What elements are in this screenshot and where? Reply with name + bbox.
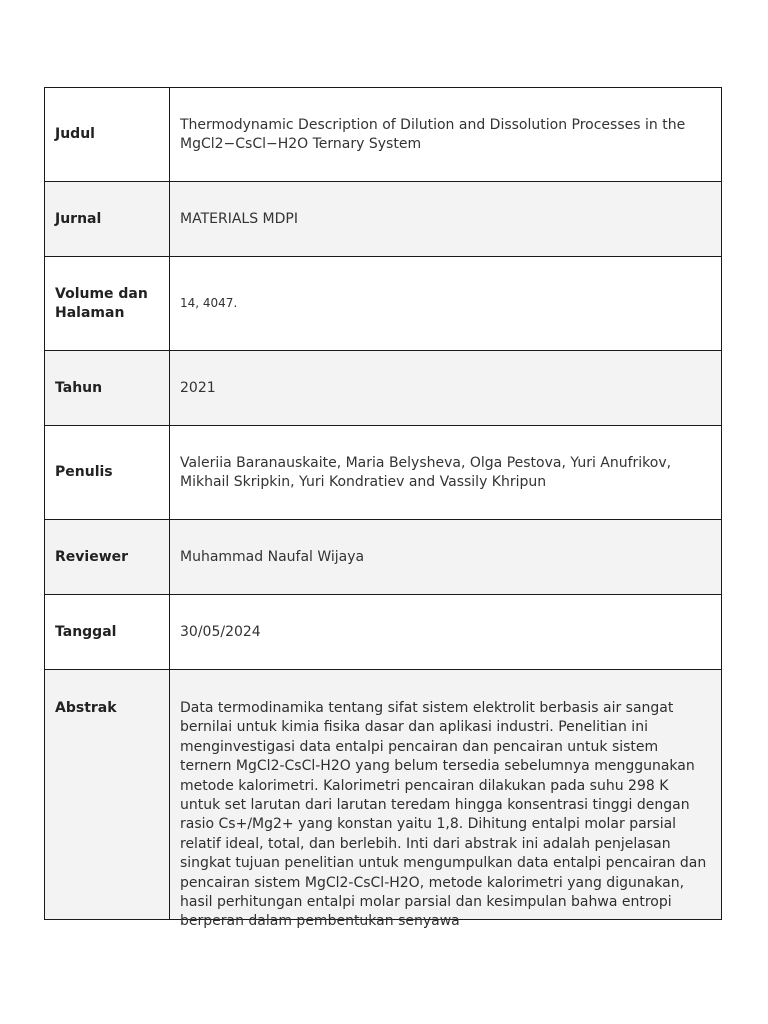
label-tahun: Tahun bbox=[45, 351, 170, 425]
value-penulis: Valeriia Baranauskaite, Maria Belysheva, Olga Pestova, Yuri Anufrikov, Mikhail Skripkin, Yuri Kondratiev and Vassily Khripun bbox=[180, 454, 672, 490]
label-reviewer: Reviewer bbox=[45, 520, 170, 594]
table-row-tanggal bbox=[45, 595, 721, 670]
abstract-text: Data termodinamika tentang sifat sistem elektrolit berbasis air sangat bernilai untuk kimia fisika dasar dan aplikasi industri. Penelitian ini menginvestigasi data entalpi pencairan dan pencairan untuk sistem ternern MgCl2-CsCl-H2O yang belum tersedia sebelumnya menggunakan metode kalorimetri. Kalorimetri pencairan dilakukan pada suhu 298 K untuk set larutan dari larutan teredam hingga konsentrasi tinggi dengan rasio Cs+/Mg2+ yang konstan yaitu 1,8. Dihitung entalpi molar parsial relatif ideal, total, dan berlebih. Inti dari abstrak ini adalah penjelasan singkat tujuan penelitian untuk mengumpulkan data entalpi pencairan dan pencairan sistem MgCl2-CsCl-H2O, metode kalorimetri yang digunakan, hasil perhitungan entalpi molar parsial dan kesimpulan bahwa entropi berperan dalam pembentukan senyawa bbox=[180, 700, 707, 930]
table-row-abstrak bbox=[45, 670, 721, 930]
value-reviewer: Muhammad Naufal Wijaya bbox=[180, 548, 365, 565]
label-abstrak: Abstrak bbox=[45, 670, 170, 919]
value-judul: Thermodynamic Description of Dilution and Dissolution Processes in the MgCl2−CsCl−H2O Ternary System bbox=[180, 116, 686, 152]
value-tanggal: 30/05/2024 bbox=[180, 623, 261, 640]
label-penulis: Penulis bbox=[45, 426, 170, 519]
table-row-judul bbox=[45, 88, 721, 182]
table-row-jurnal bbox=[45, 182, 721, 257]
label-tanggal: Tanggal bbox=[45, 595, 170, 669]
table-row-reviewer bbox=[45, 520, 721, 595]
value-abstrak bbox=[170, 670, 721, 930]
label-judul: Judul bbox=[45, 88, 170, 181]
value-volume: 14, 4047. bbox=[180, 296, 238, 310]
table-row-penulis bbox=[45, 426, 721, 520]
label-volume: Volume dan Halaman bbox=[45, 257, 170, 350]
review-table bbox=[44, 87, 722, 930]
table-row-volume bbox=[45, 257, 721, 351]
table-row-tahun bbox=[45, 351, 721, 426]
label-jurnal: Jurnal bbox=[45, 182, 170, 256]
value-jurnal: MATERIALS MDPI bbox=[180, 210, 298, 227]
value-tahun: 2021 bbox=[180, 379, 216, 396]
